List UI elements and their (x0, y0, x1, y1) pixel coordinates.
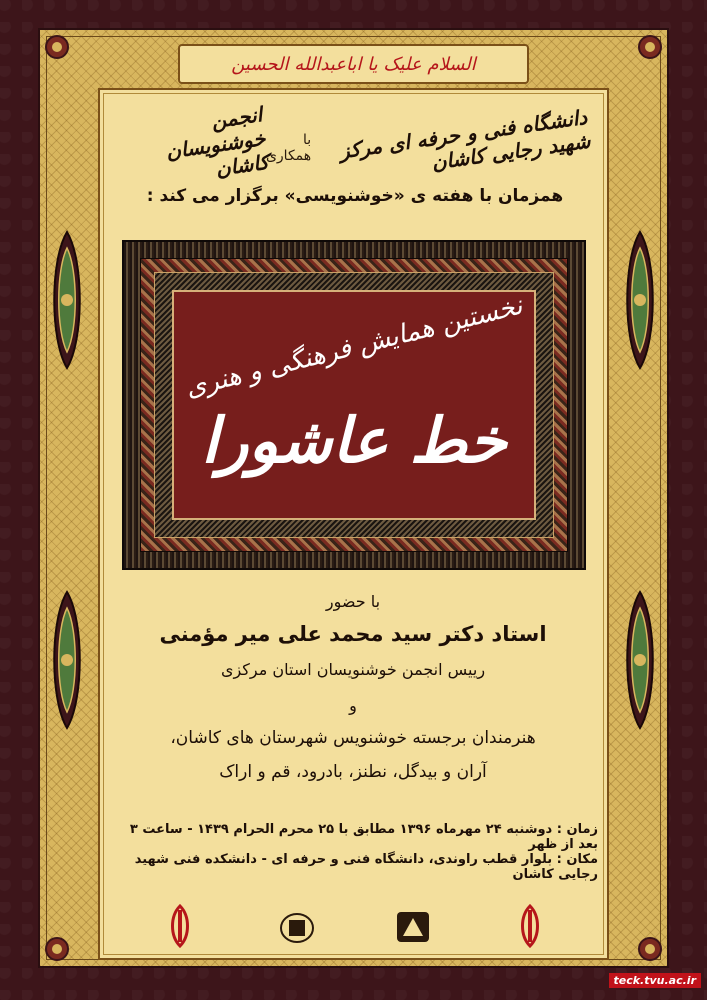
presence-label: با حضور (325, 592, 381, 611)
artists-line-1: هنرمندان برجسته خوشنویس شهرستان های کاشان، (170, 728, 536, 748)
site-watermark: teck.tvu.ac.ir (609, 973, 702, 988)
event-subtitle: همزمان با هفته ی «خوشنویسی» برگزار می کند : (146, 186, 564, 206)
corner-ornament-icon (42, 32, 72, 62)
society-logo-icon (393, 902, 433, 950)
inscription-bar (178, 44, 529, 84)
sponsor-logos (160, 900, 550, 952)
university-logo-icon (277, 902, 317, 950)
event-title: خط عاشورا (201, 404, 507, 477)
medallion-icon (619, 590, 661, 730)
medallion-icon (46, 590, 88, 730)
corner-ornament-icon (635, 32, 665, 62)
carpet-frame (122, 240, 586, 570)
event-time: زمان : دوشنبه ۲۴ مهرماه ۱۳۹۶ مطابق با ۲۵ محرم الحرام ۱۴۳۹ - ساعت ۳ بعد از ظهر (129, 822, 598, 852)
artists-line-2: آران و بیدگل، نطنز، بادرود، قم و اراک (219, 762, 487, 782)
cooperation-label: با همکاری (265, 132, 312, 164)
iran-emblem-icon (160, 902, 200, 950)
and-label: و (349, 696, 357, 715)
medallion-icon (619, 230, 661, 370)
society-name: انجمن خوشنویسان کاشان (164, 102, 271, 181)
iran-emblem-icon (510, 902, 550, 950)
header-row (120, 102, 592, 181)
event-series-title: نخستین همایش فرهنگی و هنری (182, 290, 526, 404)
inscription-text: السلام علیک یا اباعبدالله الحسین (231, 53, 476, 75)
master-role: رییس انجمن خوشنویسان استان مرکزی (220, 660, 486, 679)
corner-ornament-icon (635, 934, 665, 964)
university-name: دانشگاه فنی و حرفه ای مرکز شهید رجایی کاشان (338, 104, 592, 175)
event-place: مکان : بلوار قطب راوندی، دانشگاه فنی و حرفه ای - دانشکده فنی شهید رجایی کاشان (134, 852, 598, 882)
carpet-field (172, 290, 536, 520)
corner-ornament-icon (42, 934, 72, 964)
medallion-icon (46, 230, 88, 370)
master-name: استاد دکتر سید محمد علی میر مؤمنی (159, 622, 547, 646)
